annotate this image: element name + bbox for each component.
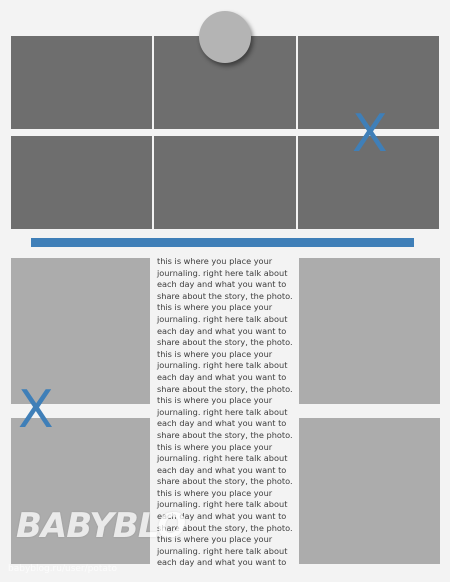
journal-line: share about the story, the photo. (157, 383, 293, 394)
journal-line: journaling. right here talk about (157, 545, 288, 556)
journal-line: each day and what you want to (157, 371, 287, 382)
journal-line: each day and what you want to (157, 325, 287, 336)
journal-line: share about the story, the photo. (157, 290, 293, 301)
journal-line: each day and what you want to (157, 464, 287, 475)
journal-line: journaling. right here talk about (157, 313, 288, 324)
journal-line: each day and what you want to (157, 418, 287, 429)
journal-line: each day and what you want to (157, 557, 287, 568)
photo-slot-top-4 (11, 136, 152, 229)
journal-line: journaling. right here talk about (157, 267, 288, 278)
watermark (8, 506, 186, 582)
photo-slot-right-1 (299, 258, 440, 404)
journal-line: this is where you place your (157, 256, 273, 266)
journal-line: journaling. right here talk about (157, 406, 288, 417)
journal-line: share about the story, the photo. (157, 522, 293, 533)
journal-line: each day and what you want to (157, 511, 287, 522)
journal-line: journaling. right here talk about (157, 499, 288, 510)
journal-line: this is where you place your (157, 534, 273, 545)
x-mark-top: X (352, 104, 388, 164)
journal-line: share about the story, the photo. (157, 337, 293, 348)
journal-line: share about the story, the photo. (157, 476, 293, 487)
journal-line: each day and what you want to (157, 279, 287, 290)
journal-line: this is where you place your (157, 441, 273, 452)
circle-embellishment (199, 11, 251, 63)
journal-line: journaling. right here talk about (157, 360, 288, 371)
accent-bar (31, 238, 414, 247)
watermark-url: babyblog.ru/user/potato (8, 564, 117, 574)
journal-line: this is where you place your (157, 302, 273, 313)
journal-line: this is where you place your (157, 487, 273, 498)
photo-slot-right-2 (299, 418, 440, 564)
photo-slot-top-5 (154, 136, 296, 229)
journal-line: this is where you place your (157, 395, 273, 406)
journal-line: journaling. right here talk about (157, 453, 288, 464)
watermark-brand: BABYBLO (16, 506, 186, 546)
photo-slot-top-1 (11, 36, 152, 129)
x-mark-left: X (18, 380, 54, 440)
journal-line: this is where you place your (157, 348, 273, 359)
journal-line: share about the story, the photo. (157, 429, 293, 440)
